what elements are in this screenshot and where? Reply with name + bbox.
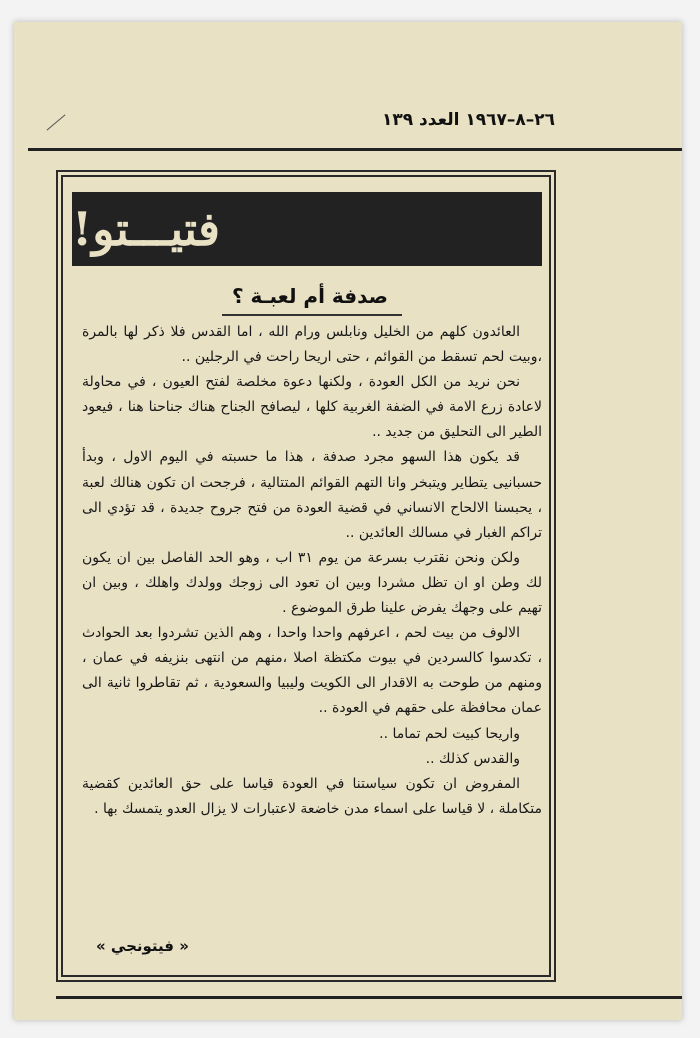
headline-underline xyxy=(222,314,402,316)
article-body xyxy=(82,320,542,925)
author-signature: « فيتونجي » xyxy=(96,937,189,955)
paragraph: قد يكون هذا السهو مجرد صدفة ، هذا ما حسبته في اليوم الاول ، وبدأ حسبانيى يتطاير ويتبخر وانا التهم القوائم المتتالية ، فرجحت ان تكون هنالك لعبة ، يحبسنا الالحاح الانساني في قضية العودة من فتح جروح جديدة ، قد تؤدي الى تراكم الغبار في مسالك العائدين .. xyxy=(82,449,542,541)
column-title-banner xyxy=(72,192,542,266)
bottom-rule xyxy=(56,996,682,999)
paragraph: واريحا كبيت لحم تماما .. xyxy=(379,725,520,742)
headline: صدفة أم لعبـة ؟ xyxy=(231,284,389,308)
column-title: فتيـــتو! xyxy=(72,202,221,256)
paragraph: الالوف من بيت لحم ، اعرفهم واحدا واحدا ، وهم الذين تشردوا بعد الحوادث ، تكدسوا كالسردين في بيوت مكتظة اصلا ،منهم من انتهى بنزيفه في عمان ، ومنهم من طوحت به الاقدار الى الكويت وليبيا والسعودية ، ثم تقاطروا ثانية الى عمان محافظة على حقهم في العودة .. xyxy=(82,625,542,717)
dateline: ٢٦–٨–١٩٦٧ العدد ١٣٩ xyxy=(382,110,555,130)
paragraph: العائدون كلهم من الخليل ونابلس ورام الله ، اما القدس فلا ذكر لها بالمرة ،وبيت لحم تسقط من القوائم ، حتى اريحا راحت في الرجلين .. xyxy=(82,324,542,366)
paragraph: المفروض ان تكون سياستنا في العودة قياسا على حق العائدين كقضية متكاملة ، لا قياسا على اسماء مدن خاضعة لاعتبارات لا يزال العدو يتمسك بها . xyxy=(82,775,542,817)
paragraph: ولكن ونحن نقترب بسرعة من يوم ٣١ اب ، وهو الحد الفاصل بين ان يكون لك وطن او ان تظل مشردا وبين ان تعود الى زوجك وولدك واهلك ، وبين ان تهيم على وجهك يفرض علينا طرق الموضوع . xyxy=(82,549,542,617)
paragraph: والقدس كذلك .. xyxy=(425,750,520,767)
top-rule xyxy=(28,148,682,151)
paragraph: نحن نريد من الكل العودة ، ولكنها دعوة مخلصة لفتح العيون ، في محاولة لاعادة زرع الامة في الضفة الغربية كلها ، ليصافح الجناح هناك جناحنا هنا ، فيعود الطير الى التحليق من جديد .. xyxy=(82,374,542,441)
